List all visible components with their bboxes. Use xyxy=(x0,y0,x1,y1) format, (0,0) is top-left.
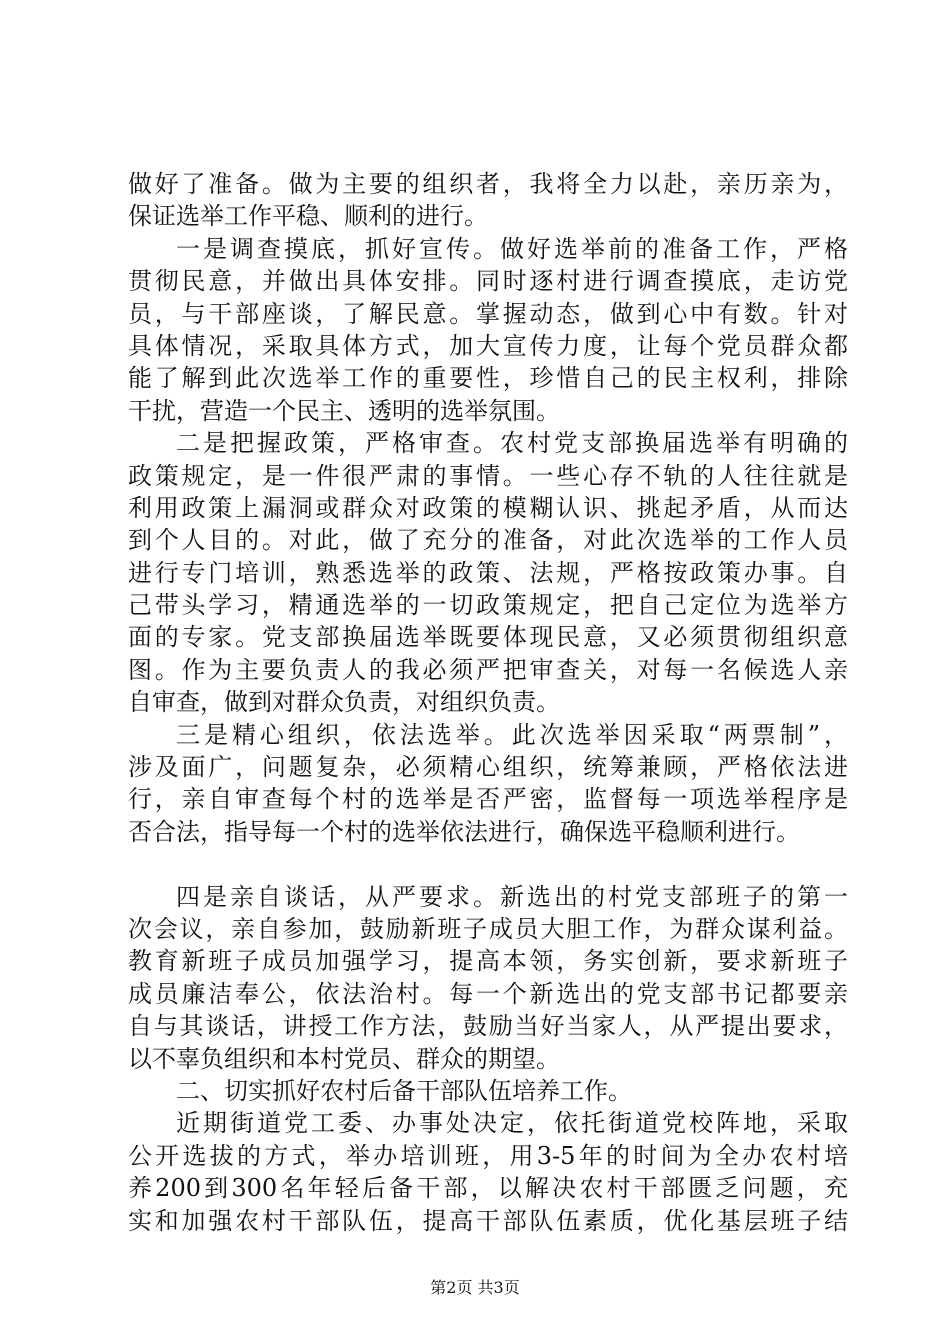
paragraph-start-line: 三是精心组织，依法选举。此次选举因采取“两票制”， xyxy=(176,720,848,749)
text-line: 干扰，营造一个民主、透明的选举氛围。 xyxy=(128,396,560,425)
paragraph-gap xyxy=(128,848,848,880)
paragraph-start-line: 四是亲自谈话，从严要求。新选出的村党支部班子的第一 xyxy=(176,882,848,911)
text-line: 公开选拔的方式，举办培训班，用3-5年的时间为全办农村培 xyxy=(128,1141,848,1170)
text-line: 否合法，指导每一个村的选举依法进行，确保选平稳顺利进行。 xyxy=(128,817,800,846)
text-line: 自审查，做到对群众负责，对组织负责。 xyxy=(128,688,560,717)
paragraph-start-line: 二是把握政策，严格审查。农村党支部换届选举有明确的 xyxy=(176,429,848,458)
text-line: 己带头学习，精通选举的一切政策规定，把自己定位为选举方 xyxy=(128,591,848,620)
text-line: 行，亲自审查每个村的选举是否严密，监督每一项选举程序是 xyxy=(128,785,848,814)
paragraph-start-line: 近期街道党工委、办事处决定，依托街道党校阵地，采取 xyxy=(176,1109,848,1138)
section-heading: 二、切实抓好农村后备干部队伍培养工作。 xyxy=(176,1076,632,1105)
page-number-footer: 第2页 共3页 xyxy=(430,1278,520,1297)
text-line: 具体情况，采取具体方式，加大宣传力度，让每个党员群众都 xyxy=(128,331,848,360)
text-line: 进行专门培训，熟悉选举的政策、法规，严格按政策办事。自 xyxy=(128,558,848,587)
text-line: 政策规定，是一件很严肃的事情。一些心存不轨的人往往就是 xyxy=(128,461,848,490)
text-line: 以不辜负组织和本村党员、群众的期望。 xyxy=(128,1044,560,1073)
text-line: 教育新班子成员加强学习，提高本领，务实创新，要求新班子 xyxy=(128,947,848,976)
text-line: 次会议，亲自参加，鼓励新班子成员大胆工作，为群众谋利益。 xyxy=(128,914,848,943)
text-line: 实和加强农村干部队伍，提高干部队伍素质，优化基层班子结 xyxy=(128,1206,848,1235)
document-body xyxy=(128,168,848,1237)
text-line: 贯彻民意，并做出具体安排。同时逐村进行调查摸底，走访党 xyxy=(128,267,848,296)
text-line: 涉及面广，问题复杂，必须精心组织，统筹兼顾，严格依法进 xyxy=(128,753,848,782)
text-line: 利用政策上漏洞或群众对政策的模糊认识、挑起矛盾，从而达 xyxy=(128,493,848,522)
text-line: 自与其谈话，讲授工作方法，鼓励当好当家人，从严提出要求， xyxy=(128,1012,848,1041)
text-line: 到个人目的。对此，做了充分的准备，对此次选举的工作人员 xyxy=(128,526,848,555)
text-line: 成员廉洁奉公，依法治村。每一个新选出的党支部书记都要亲 xyxy=(128,979,848,1008)
text-line: 能了解到此次选举工作的重要性，珍惜自己的民主权利，排除 xyxy=(128,364,848,393)
text-line: 做好了准备。做为主要的组织者，我将全力以赴，亲历亲为， xyxy=(128,170,848,198)
text-line: 图。作为主要负责人的我必须严把审查关，对每一名候选人亲 xyxy=(128,655,848,684)
text-line: 养200到300名年轻后备干部，以解决农村干部匮乏问题，充 xyxy=(128,1174,848,1203)
text-line: 面的专家。党支部换届选举既要体现民意，又必须贯彻组织意 xyxy=(128,623,848,652)
paragraph-start-line: 一是调查摸底，抓好宣传。做好选举前的准备工作，严格 xyxy=(176,234,848,263)
text-line: 保证选举工作平稳、顺利的进行。 xyxy=(128,202,488,231)
text-line: 员，与干部座谈，了解民意。掌握动态，做到心中有数。针对 xyxy=(128,299,848,328)
